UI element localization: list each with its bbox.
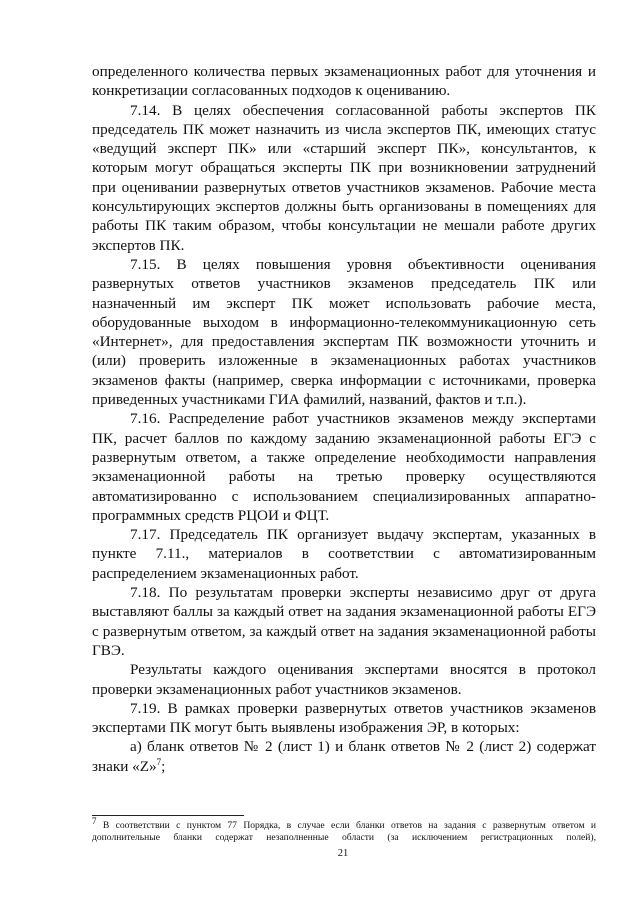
footnote-marker: 7	[92, 815, 97, 826]
footnote-reference[interactable]: 7	[156, 756, 162, 767]
paragraph-7-17: 7.17. Председатель ПК организует выдачу экспертам, указанных в пункте 7.11., материалов в соответствии с автоматизированным распределением экзаменационных работ.	[92, 526, 596, 582]
paragraph-7-19-a	[92, 737, 596, 776]
page-number: 21	[337, 848, 349, 859]
paragraph-7-19: 7.19. В рамках проверки развернутых ответов участников экзаменов экспертами ПК могут быть выявлены изображения ЭР, в которых:	[92, 699, 596, 737]
document-body	[92, 62, 596, 776]
paragraph-continuation: определенного количества первых экзаменационных работ для уточнения и конкретизации согласованных подходов к оцениванию.	[92, 63, 596, 100]
paragraph-7-14: 7.14. В целях обеспечения согласованной работы экспертов ПК председатель ПК может назначить из числа экспертов ПК, имеющих статус «ведущий эксперт ПК» или «старший эксперт ПК», консультантов, к которым могут обращаться эксперты ПК при возникновении затруднений при оценивании развернутых ответов участников экзаменов. Рабочие места консультирующих экспертов должны быть организованы в помещениях для работы ПК таким образом, чтобы консультации не мешали работе других экспертов ПК.	[92, 101, 596, 254]
footnote-divider	[92, 815, 244, 816]
paragraph-7-19-a-end: ;	[161, 757, 166, 775]
paragraph-7-16: 7.16. Распределение работ участников экзаменов между экспертами ПК, расчет баллов по каждому заданию экзаменационной работы ЕГЭ с развернутым ответом, а также определение необходимости направления экзаменационной работы на третью проверку осуществляются автоматизированно с использованием специализированных аппаратно-программных средств РЦОИ и ФЦТ.	[92, 410, 596, 524]
footnote-text: В соответствии с пунктом 77 Порядка, в случае если бланки ответов на задания с развернутым ответом и дополнительные бланки содержат незаполненные области (за исключением регистрационных полей),	[92, 820, 596, 843]
paragraph-7-18: 7.18. По результатам проверки эксперты независимо друг от друга выставляют баллы за каждый ответ на задания экзаменационной работы ЕГЭ с развернутым ответом, за каждый ответ на задания экзаменационной работы ГВЭ.	[92, 584, 596, 659]
footnote	[92, 815, 596, 844]
paragraph-7-15: 7.15. В целях повышения уровня объективности оценивания развернутых ответов участников экзаменов председатель ПК или назначенный им эксперт ПК может использовать рабочие места, оборудованные выходом в информационно-телекоммуникационную сеть «Интернет», для предоставления экспертам ПК возможности уточнить и (или) проверить изложенные в экзаменационных работах участников экзаменов факты (например, сверка информации с источниками, проверка приведенных участниками ГИА фамилий, названий, фактов и т.п.).	[92, 255, 596, 409]
paragraph-7-19-a-text: а) бланк ответов № 2 (лист 1) и бланк ответов № 2 (лист 2) содержат знаки «Z»	[92, 738, 596, 775]
paragraph-results: Результаты каждого оценивания экспертами вносятся в протокол проверки экзаменационных работ участников экзаменов.	[92, 661, 596, 698]
